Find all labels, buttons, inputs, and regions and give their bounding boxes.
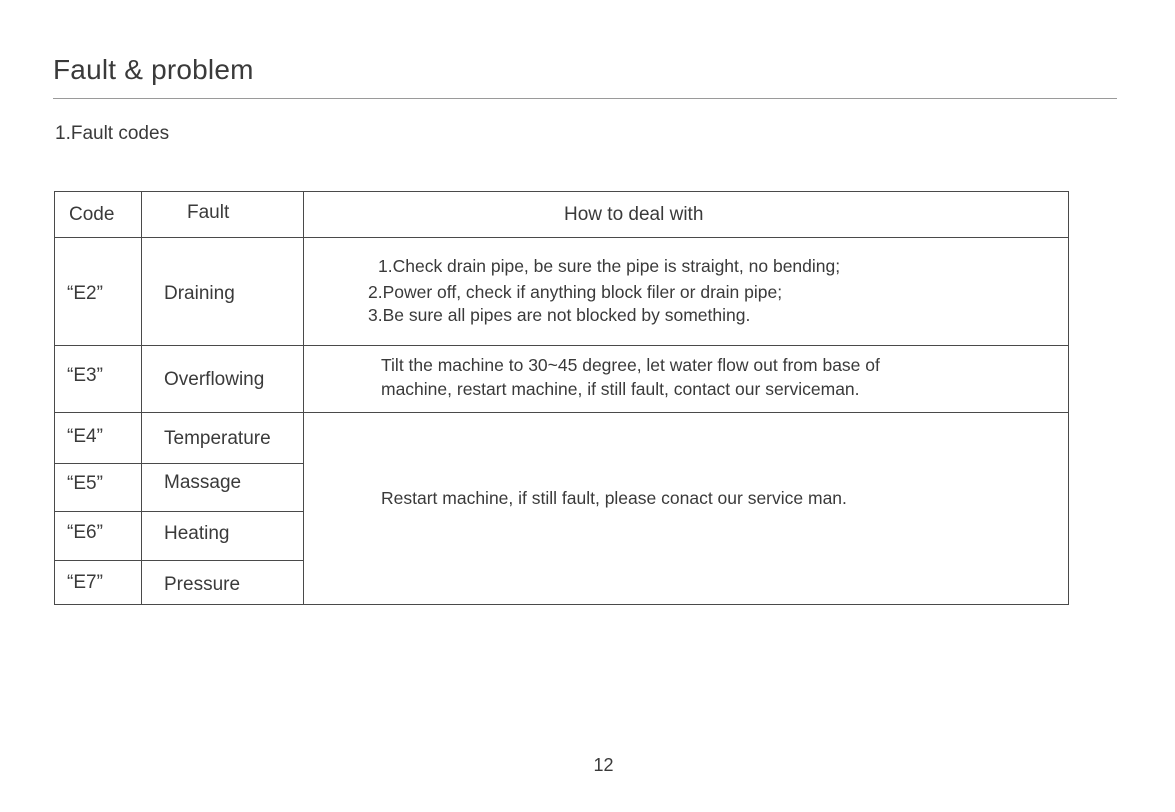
column-header-action: How to deal with [564, 204, 704, 225]
remedy-line: 1.Check drain pipe, be sure the pipe is straight, no bending; [378, 256, 841, 276]
row-divider [55, 412, 1068, 413]
fault-name: Heating [164, 523, 230, 544]
fault-code: “E4” [67, 426, 103, 447]
remedy-line: machine, restart machine, if still fault, contact our serviceman. [381, 379, 860, 399]
fault-code: “E3” [67, 365, 103, 386]
fault-code: “E2” [67, 283, 103, 304]
fault-code: “E7” [67, 572, 103, 593]
title-divider [53, 98, 1117, 99]
page-number: 12 [593, 755, 614, 775]
section-heading: 1.Fault codes [55, 123, 170, 144]
fault-name: Temperature [164, 428, 271, 449]
row-divider [55, 511, 303, 512]
fault-code-table [54, 191, 1069, 605]
row-divider [55, 345, 1068, 346]
header-divider [55, 237, 1068, 238]
page-title: Fault & problem [53, 54, 254, 85]
fault-name: Massage [164, 472, 242, 493]
remedy-line: 3.Be sure all pipes are not blocked by something. [368, 305, 751, 325]
fault-name: Pressure [164, 574, 241, 595]
fault-code: “E6” [67, 522, 103, 543]
row-divider [55, 560, 303, 561]
fault-code: “E5” [67, 473, 103, 494]
shared-remedy: Restart machine, if still fault, please conact our service man. [381, 488, 847, 508]
fault-name: Overflowing [164, 369, 265, 390]
column-divider [303, 192, 304, 604]
remedy-line: Tilt the machine to 30~45 degree, let water flow out from base of [381, 355, 880, 375]
column-header-fault: Fault [187, 202, 230, 223]
row-divider [55, 463, 303, 464]
column-divider [141, 192, 142, 604]
fault-name: Draining [164, 283, 235, 304]
column-header-code: Code [69, 204, 115, 225]
remedy-line: 2.Power off, check if anything block filer or drain pipe; [368, 282, 783, 302]
